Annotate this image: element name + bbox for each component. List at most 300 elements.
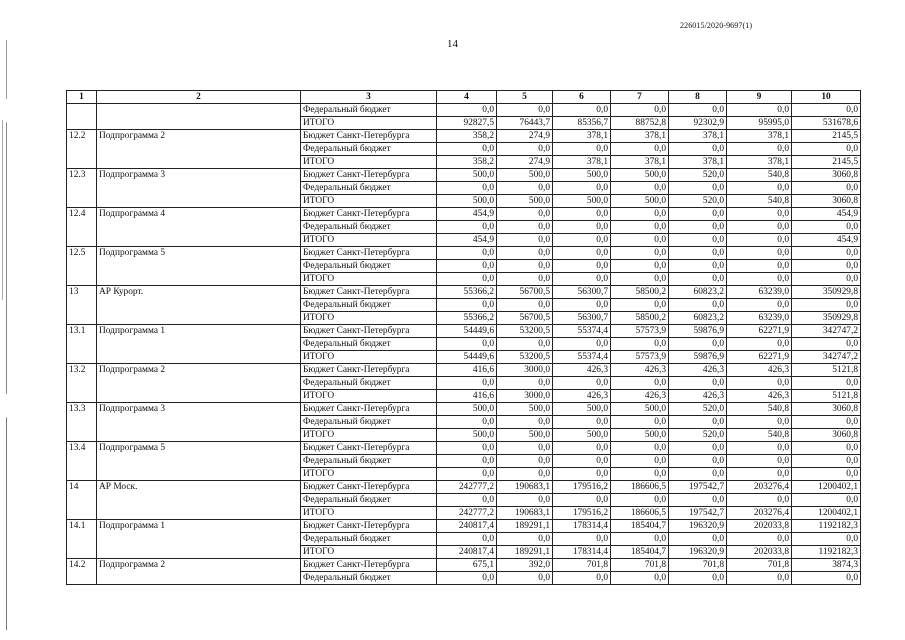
value-cell: 0,0 — [553, 182, 611, 195]
row-name: АР Моск. — [97, 481, 301, 520]
value-cell: 0,0 — [497, 455, 553, 468]
value-cell: 0,0 — [497, 143, 553, 156]
value-cell: 0,0 — [497, 533, 553, 546]
row-index — [67, 104, 97, 130]
funding-source: ИТОГО — [301, 507, 437, 520]
value-cell: 0,0 — [727, 182, 792, 195]
row-name: Подпрограмма 1 — [97, 520, 301, 559]
value-cell: 2145,5 — [792, 130, 861, 143]
table-row — [67, 169, 861, 182]
value-cell: 60823,2 — [669, 312, 727, 325]
value-cell: 520,0 — [669, 403, 727, 416]
value-cell: 60823,2 — [669, 286, 727, 299]
funding-source: Федеральный бюджет — [301, 377, 437, 390]
value-cell: 342747,2 — [792, 351, 861, 364]
document-id: 226015/2020-9697(1) — [680, 21, 753, 30]
value-cell: 0,0 — [611, 143, 669, 156]
value-cell: 0,0 — [611, 273, 669, 286]
value-cell: 0,0 — [611, 104, 669, 117]
value-cell: 0,0 — [669, 182, 727, 195]
value-cell: 500,0 — [553, 429, 611, 442]
table-row — [67, 559, 861, 572]
value-cell: 186606,5 — [611, 481, 669, 494]
value-cell: 0,0 — [669, 247, 727, 260]
row-index: 13.3 — [67, 403, 97, 442]
value-cell: 454,9 — [437, 208, 497, 221]
value-cell: 378,1 — [611, 156, 669, 169]
value-cell: 0,0 — [497, 208, 553, 221]
row-index: 14 — [67, 481, 97, 520]
value-cell: 3874,3 — [792, 559, 861, 572]
value-cell: 58500,2 — [611, 286, 669, 299]
value-cell: 76443,7 — [497, 117, 553, 130]
column-header: 1 — [67, 91, 97, 104]
value-cell: 0,0 — [727, 416, 792, 429]
row-name: Подпрограмма 5 — [97, 442, 301, 481]
row-index: 12.3 — [67, 169, 97, 208]
value-cell: 540,8 — [727, 195, 792, 208]
column-header: 4 — [437, 91, 497, 104]
row-name: Подпрограмма 2 — [97, 559, 301, 585]
value-cell: 178314,4 — [553, 546, 611, 559]
value-cell: 0,0 — [669, 494, 727, 507]
funding-source: Федеральный бюджет — [301, 533, 437, 546]
value-cell: 520,0 — [669, 429, 727, 442]
value-cell: 342747,2 — [792, 325, 861, 338]
value-cell: 0,0 — [437, 273, 497, 286]
value-cell: 0,0 — [437, 572, 497, 585]
page-number: 14 — [447, 38, 458, 50]
value-cell: 0,0 — [727, 572, 792, 585]
value-cell: 202033,8 — [727, 520, 792, 533]
row-name: АР Курорт. — [97, 286, 301, 325]
funding-source: ИТОГО — [301, 468, 437, 481]
value-cell: 0,0 — [792, 260, 861, 273]
value-cell: 0,0 — [611, 299, 669, 312]
value-cell: 55374,4 — [553, 325, 611, 338]
funding-source: Федеральный бюджет — [301, 572, 437, 585]
value-cell: 0,0 — [727, 494, 792, 507]
funding-source: Федеральный бюджет — [301, 104, 437, 117]
value-cell: 426,3 — [727, 364, 792, 377]
value-cell: 53200,5 — [497, 351, 553, 364]
value-cell: 0,0 — [669, 442, 727, 455]
value-cell: 0,0 — [553, 208, 611, 221]
column-header: 3 — [301, 91, 437, 104]
value-cell: 0,0 — [792, 533, 861, 546]
value-cell: 57573,9 — [611, 351, 669, 364]
value-cell: 0,0 — [727, 442, 792, 455]
value-cell: 0,0 — [669, 221, 727, 234]
value-cell: 426,3 — [553, 390, 611, 403]
value-cell: 500,0 — [553, 195, 611, 208]
value-cell: 1200402,1 — [792, 481, 861, 494]
value-cell: 0,0 — [727, 234, 792, 247]
value-cell: 0,0 — [553, 338, 611, 351]
funding-source: Федеральный бюджет — [301, 494, 437, 507]
value-cell: 0,0 — [497, 221, 553, 234]
value-cell: 0,0 — [497, 468, 553, 481]
value-cell: 0,0 — [553, 416, 611, 429]
value-cell: 1200402,1 — [792, 507, 861, 520]
value-cell: 56700,5 — [497, 286, 553, 299]
value-cell: 197542,7 — [669, 481, 727, 494]
value-cell: 0,0 — [611, 260, 669, 273]
value-cell: 0,0 — [553, 221, 611, 234]
row-name — [97, 104, 301, 130]
value-cell: 454,9 — [792, 234, 861, 247]
value-cell: 1192182,3 — [792, 546, 861, 559]
value-cell: 0,0 — [792, 182, 861, 195]
value-cell: 0,0 — [553, 455, 611, 468]
value-cell: 185404,7 — [611, 546, 669, 559]
funding-source: ИТОГО — [301, 156, 437, 169]
value-cell: 0,0 — [669, 377, 727, 390]
row-index: 13.2 — [67, 364, 97, 403]
table-row — [67, 325, 861, 338]
value-cell: 0,0 — [497, 247, 553, 260]
value-cell: 178314,4 — [553, 520, 611, 533]
value-cell: 0,0 — [553, 273, 611, 286]
value-cell: 701,8 — [669, 559, 727, 572]
value-cell: 56300,7 — [553, 312, 611, 325]
funding-source: ИТОГО — [301, 390, 437, 403]
value-cell: 0,0 — [792, 299, 861, 312]
value-cell: 54449,6 — [437, 351, 497, 364]
value-cell: 520,0 — [669, 169, 727, 182]
value-cell: 185404,7 — [611, 520, 669, 533]
value-cell: 1192182,3 — [792, 520, 861, 533]
value-cell: 0,0 — [669, 416, 727, 429]
value-cell: 0,0 — [553, 494, 611, 507]
value-cell: 350929,8 — [792, 312, 861, 325]
value-cell: 0,0 — [553, 533, 611, 546]
value-cell: 0,0 — [497, 442, 553, 455]
value-cell: 0,0 — [792, 494, 861, 507]
row-index: 12.4 — [67, 208, 97, 247]
value-cell: 59876,9 — [669, 351, 727, 364]
funding-source: Бюджет Санкт-Петербурга — [301, 364, 437, 377]
funding-source: Бюджет Санкт-Петербурга — [301, 403, 437, 416]
funding-source: Бюджет Санкт-Петербурга — [301, 520, 437, 533]
value-cell: 500,0 — [611, 403, 669, 416]
value-cell: 500,0 — [437, 403, 497, 416]
value-cell: 426,3 — [611, 390, 669, 403]
value-cell: 0,0 — [792, 273, 861, 286]
value-cell: 426,3 — [553, 364, 611, 377]
value-cell: 0,0 — [792, 338, 861, 351]
table-row — [67, 130, 861, 143]
funding-source: ИТОГО — [301, 273, 437, 286]
value-cell: 95995,0 — [727, 117, 792, 130]
value-cell: 0,0 — [669, 208, 727, 221]
funding-source: ИТОГО — [301, 117, 437, 130]
value-cell: 179516,2 — [553, 507, 611, 520]
value-cell: 274,9 — [497, 156, 553, 169]
column-header: 7 — [611, 91, 669, 104]
value-cell: 0,0 — [792, 468, 861, 481]
funding-source: ИТОГО — [301, 546, 437, 559]
value-cell: 0,0 — [792, 455, 861, 468]
value-cell: 0,0 — [497, 494, 553, 507]
scan-edge-line — [6, 40, 7, 630]
value-cell: 202033,8 — [727, 546, 792, 559]
column-header: 2 — [97, 91, 301, 104]
value-cell: 500,0 — [497, 429, 553, 442]
value-cell: 0,0 — [497, 273, 553, 286]
value-cell: 0,0 — [792, 104, 861, 117]
value-cell: 0,0 — [437, 221, 497, 234]
funding-source: Бюджет Санкт-Петербурга — [301, 247, 437, 260]
funding-source: Федеральный бюджет — [301, 143, 437, 156]
value-cell: 500,0 — [437, 429, 497, 442]
value-cell: 0,0 — [727, 455, 792, 468]
value-cell: 378,1 — [669, 156, 727, 169]
value-cell: 0,0 — [669, 299, 727, 312]
value-cell: 55374,4 — [553, 351, 611, 364]
value-cell: 190683,1 — [497, 507, 553, 520]
funding-source: Федеральный бюджет — [301, 455, 437, 468]
value-cell: 0,0 — [437, 442, 497, 455]
value-cell: 0,0 — [669, 143, 727, 156]
value-cell: 53200,5 — [497, 325, 553, 338]
value-cell: 56700,5 — [497, 312, 553, 325]
value-cell: 274,9 — [497, 130, 553, 143]
funding-source: ИТОГО — [301, 234, 437, 247]
value-cell: 0,0 — [611, 416, 669, 429]
value-cell: 0,0 — [437, 533, 497, 546]
table-row — [67, 403, 861, 416]
value-cell: 0,0 — [727, 338, 792, 351]
value-cell: 0,0 — [727, 468, 792, 481]
value-cell: 0,0 — [727, 208, 792, 221]
funding-source: Федеральный бюджет — [301, 416, 437, 429]
value-cell: 5121,8 — [792, 390, 861, 403]
value-cell: 196320,9 — [669, 520, 727, 533]
value-cell: 500,0 — [553, 403, 611, 416]
value-cell: 540,8 — [727, 169, 792, 182]
budget-table — [66, 90, 861, 585]
value-cell: 454,9 — [437, 234, 497, 247]
row-index: 12.2 — [67, 130, 97, 169]
value-cell: 0,0 — [497, 260, 553, 273]
value-cell: 54449,6 — [437, 325, 497, 338]
value-cell: 0,0 — [792, 143, 861, 156]
value-cell: 0,0 — [497, 338, 553, 351]
column-header: 8 — [669, 91, 727, 104]
value-cell: 0,0 — [669, 104, 727, 117]
value-cell: 92827,5 — [437, 117, 497, 130]
value-cell: 416,6 — [437, 390, 497, 403]
value-cell: 88752,8 — [611, 117, 669, 130]
value-cell: 57573,9 — [611, 325, 669, 338]
value-cell: 0,0 — [727, 299, 792, 312]
value-cell: 242777,2 — [437, 481, 497, 494]
value-cell: 3060,8 — [792, 169, 861, 182]
value-cell: 540,8 — [727, 403, 792, 416]
value-cell: 0,0 — [437, 247, 497, 260]
funding-source: Бюджет Санкт-Петербурга — [301, 325, 437, 338]
row-index: 14.1 — [67, 520, 97, 559]
funding-source: Федеральный бюджет — [301, 260, 437, 273]
row-index: 13 — [67, 286, 97, 325]
value-cell: 0,0 — [553, 234, 611, 247]
value-cell: 392,0 — [497, 559, 553, 572]
value-cell: 240817,4 — [437, 520, 497, 533]
value-cell: 203276,4 — [727, 507, 792, 520]
value-cell: 0,0 — [727, 533, 792, 546]
value-cell: 59876,9 — [669, 325, 727, 338]
table-row — [67, 481, 861, 494]
row-name: Подпрограмма 1 — [97, 325, 301, 364]
value-cell: 242777,2 — [437, 507, 497, 520]
value-cell: 58500,2 — [611, 312, 669, 325]
table-row — [67, 286, 861, 299]
value-cell: 3000,0 — [497, 364, 553, 377]
value-cell: 55366,2 — [437, 312, 497, 325]
column-header: 10 — [792, 91, 861, 104]
value-cell: 0,0 — [792, 221, 861, 234]
value-cell: 85356,7 — [553, 117, 611, 130]
funding-source: Бюджет Санкт-Петербурга — [301, 208, 437, 221]
row-name: Подпрограмма 4 — [97, 208, 301, 247]
value-cell: 3000,0 — [497, 390, 553, 403]
value-cell: 0,0 — [669, 260, 727, 273]
value-cell: 426,3 — [669, 390, 727, 403]
funding-source: ИТОГО — [301, 195, 437, 208]
value-cell: 92302,9 — [669, 117, 727, 130]
value-cell: 186606,5 — [611, 507, 669, 520]
value-cell: 358,2 — [437, 156, 497, 169]
value-cell: 378,1 — [553, 156, 611, 169]
funding-source: Федеральный бюджет — [301, 299, 437, 312]
value-cell: 189291,1 — [497, 546, 553, 559]
value-cell: 500,0 — [611, 195, 669, 208]
value-cell: 0,0 — [497, 416, 553, 429]
value-cell: 0,0 — [437, 416, 497, 429]
value-cell: 0,0 — [611, 455, 669, 468]
value-cell: 0,0 — [437, 143, 497, 156]
value-cell: 0,0 — [611, 247, 669, 260]
value-cell: 0,0 — [497, 182, 553, 195]
value-cell: 0,0 — [497, 104, 553, 117]
value-cell: 0,0 — [727, 247, 792, 260]
value-cell: 426,3 — [727, 390, 792, 403]
value-cell: 0,0 — [437, 104, 497, 117]
table-row — [67, 247, 861, 260]
funding-source: Бюджет Санкт-Петербурга — [301, 169, 437, 182]
row-index: 13.1 — [67, 325, 97, 364]
value-cell: 0,0 — [437, 260, 497, 273]
funding-source: Федеральный бюджет — [301, 338, 437, 351]
value-cell: 0,0 — [727, 273, 792, 286]
value-cell: 0,0 — [553, 260, 611, 273]
value-cell: 350929,8 — [792, 286, 861, 299]
value-cell: 0,0 — [611, 468, 669, 481]
funding-source: ИТОГО — [301, 429, 437, 442]
value-cell: 0,0 — [611, 494, 669, 507]
value-cell: 416,6 — [437, 364, 497, 377]
column-header: 9 — [727, 91, 792, 104]
value-cell: 0,0 — [669, 273, 727, 286]
value-cell: 378,1 — [727, 156, 792, 169]
value-cell: 378,1 — [611, 130, 669, 143]
value-cell: 0,0 — [497, 234, 553, 247]
funding-source: Бюджет Санкт-Петербурга — [301, 442, 437, 455]
row-name: Подпрограмма 5 — [97, 247, 301, 286]
value-cell: 378,1 — [727, 130, 792, 143]
value-cell: 0,0 — [611, 572, 669, 585]
column-header: 5 — [497, 91, 553, 104]
value-cell: 0,0 — [553, 377, 611, 390]
value-cell: 0,0 — [437, 338, 497, 351]
value-cell: 0,0 — [437, 182, 497, 195]
value-cell: 0,0 — [792, 442, 861, 455]
value-cell: 189291,1 — [497, 520, 553, 533]
value-cell: 0,0 — [792, 572, 861, 585]
header-row — [67, 91, 861, 104]
row-name: Подпрограмма 3 — [97, 169, 301, 208]
value-cell: 0,0 — [669, 338, 727, 351]
value-cell: 426,3 — [669, 364, 727, 377]
value-cell: 0,0 — [792, 416, 861, 429]
funding-source: ИТОГО — [301, 312, 437, 325]
value-cell: 5121,8 — [792, 364, 861, 377]
value-cell: 62271,9 — [727, 325, 792, 338]
column-header: 6 — [553, 91, 611, 104]
value-cell: 500,0 — [497, 403, 553, 416]
table-row — [67, 442, 861, 455]
row-index: 13.4 — [67, 442, 97, 481]
value-cell: 701,8 — [553, 559, 611, 572]
value-cell: 0,0 — [553, 442, 611, 455]
row-name: Подпрограмма 2 — [97, 130, 301, 169]
value-cell: 0,0 — [553, 572, 611, 585]
value-cell: 0,0 — [611, 442, 669, 455]
value-cell: 62271,9 — [727, 351, 792, 364]
value-cell: 0,0 — [497, 299, 553, 312]
value-cell: 358,2 — [437, 130, 497, 143]
value-cell: 196320,9 — [669, 546, 727, 559]
value-cell: 540,8 — [727, 429, 792, 442]
value-cell: 3060,8 — [792, 429, 861, 442]
value-cell: 0,0 — [553, 247, 611, 260]
funding-source: Бюджет Санкт-Петербурга — [301, 286, 437, 299]
value-cell: 500,0 — [437, 169, 497, 182]
value-cell: 0,0 — [497, 377, 553, 390]
value-cell: 520,0 — [669, 195, 727, 208]
value-cell: 0,0 — [669, 234, 727, 247]
value-cell: 197542,7 — [669, 507, 727, 520]
funding-source: ИТОГО — [301, 351, 437, 364]
value-cell: 0,0 — [437, 377, 497, 390]
funding-source: Федеральный бюджет — [301, 221, 437, 234]
value-cell: 701,8 — [727, 559, 792, 572]
value-cell: 0,0 — [553, 104, 611, 117]
value-cell: 500,0 — [553, 169, 611, 182]
scan-edge-line — [2, 120, 3, 300]
value-cell: 0,0 — [669, 468, 727, 481]
value-cell: 0,0 — [792, 247, 861, 260]
value-cell: 3060,8 — [792, 195, 861, 208]
value-cell: 0,0 — [611, 234, 669, 247]
value-cell: 426,3 — [611, 364, 669, 377]
value-cell: 203276,4 — [727, 481, 792, 494]
value-cell: 454,9 — [792, 208, 861, 221]
table-body — [67, 104, 861, 585]
row-name: Подпрограмма 2 — [97, 364, 301, 403]
value-cell: 531678,6 — [792, 117, 861, 130]
